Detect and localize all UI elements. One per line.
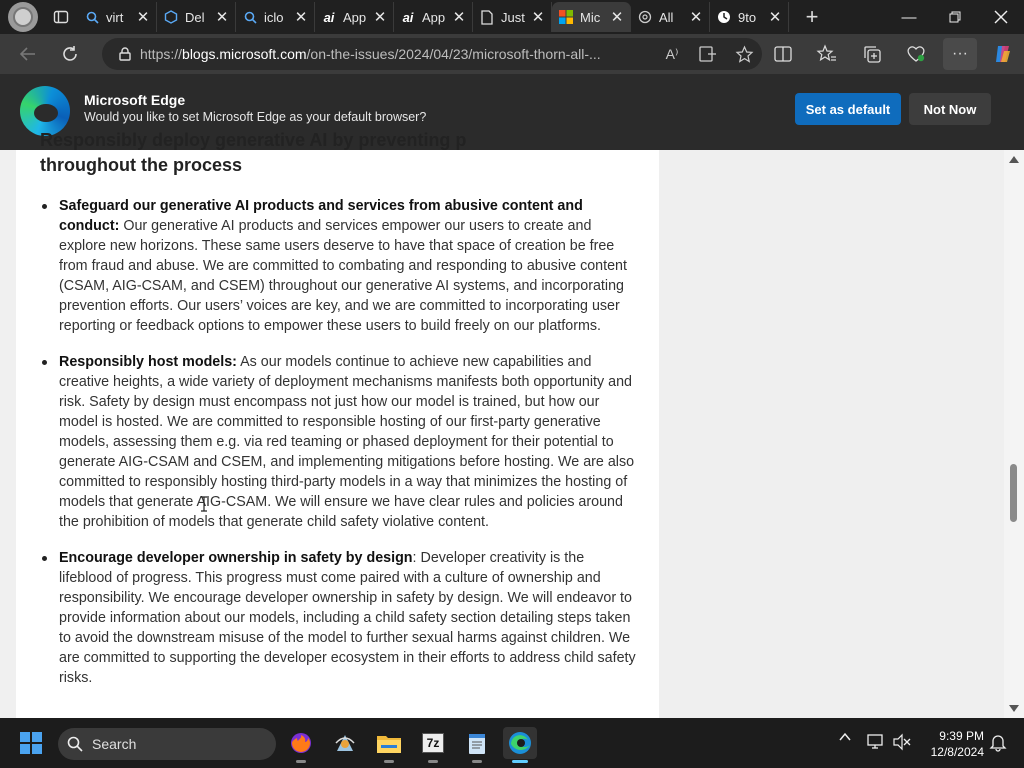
tab-label: App xyxy=(343,9,367,25)
text-cursor-icon xyxy=(200,496,208,512)
clock-date: 12/8/2024 xyxy=(930,745,984,759)
collections-button[interactable] xyxy=(855,38,889,70)
point-text: : Developer creativity is the lifeblood of progress. This progress must come paired with a culture of ownership and responsibility. We encourage developer ownership in safety by design. We will endeavor to provide information about our models, including a child safety section detailing steps taken to avoid the downstream misuse of the model to further sexual harms against children. We are committed to supporting the developer ecosystem in their efforts to address child safety risks. xyxy=(59,550,636,686)
point-text: As our models continue to achieve new capabilities and creative heights, a wide variety of deployment mechanisms manifests both opportunity and risk. Safety by design must encompass not just how our model is trained, but how our model is hosted. We are committed to responsible hosting of our first-party generative models, assessing them e.g. via red teaming or phased deployment for their potential to generate AIG-CSAM and CSEM, and implementing mitigations before hosting. We are also committed to responsibly hosting third-party models in a way that minimizes the hosting of models that generate AIG-CSAM. We will ensure we have clear rules and policies around the prohibition of models that generate child safety violative content. xyxy=(59,354,635,530)
tab-strip xyxy=(0,0,1024,34)
heading-line: throughout the process xyxy=(40,155,242,175)
section-heading xyxy=(40,128,640,178)
search-icon xyxy=(58,736,92,752)
list-item xyxy=(40,548,640,688)
lock-icon[interactable] xyxy=(110,47,140,61)
scroll-up-icon[interactable] xyxy=(1009,156,1019,163)
app-available-icon[interactable] xyxy=(690,46,726,62)
tab-label: iclo xyxy=(264,9,284,25)
more-icon: ··· xyxy=(952,45,968,62)
profile-avatar[interactable] xyxy=(8,2,38,32)
copilot-icon xyxy=(992,43,1014,65)
microsoft-logo-icon xyxy=(558,9,574,25)
refresh-button[interactable] xyxy=(52,38,88,70)
search-label: Search xyxy=(92,736,137,752)
close-tab-icon[interactable]: ✕ xyxy=(294,9,308,26)
url-domain: blogs.microsoft.com xyxy=(182,46,307,62)
collections-icon xyxy=(863,45,881,63)
close-tab-icon[interactable]: ✕ xyxy=(531,9,545,26)
close-tab-icon[interactable]: ✕ xyxy=(610,9,624,26)
taskbar-search[interactable] xyxy=(58,728,276,760)
notepad-taskbar-button[interactable] xyxy=(460,727,494,759)
scroll-down-icon[interactable] xyxy=(1009,705,1019,712)
edge-taskbar-button[interactable] xyxy=(503,727,537,759)
split-screen-icon xyxy=(774,46,792,62)
document-icon xyxy=(479,9,495,25)
read-aloud-icon[interactable] xyxy=(654,46,690,63)
network-icon[interactable] xyxy=(867,734,885,753)
notepad-icon xyxy=(467,731,487,755)
point-title: Safeguard our generative AI products and services from abusive content and conduct: xyxy=(59,198,583,234)
scroll-thumb[interactable] xyxy=(1010,464,1017,522)
start-button[interactable] xyxy=(20,732,42,754)
address-bar[interactable] xyxy=(102,38,762,70)
plus-icon: + xyxy=(805,4,819,29)
list-item xyxy=(40,352,640,532)
restore-button[interactable] xyxy=(932,0,978,34)
firefox-taskbar-button[interactable] xyxy=(284,727,318,759)
split-screen-button[interactable] xyxy=(766,38,800,70)
point-text: Our generative AI products and services empower our users to create and explore new horizons. These same users deserve to have that space of creation be free from fraud and abuse. We are committed to combating and responding to abusive content (CSAM, AIG-CSAM, and CSEM) throughout our generative AI systems, and incorporating prevention efforts. Our users’ voices are key, and we are committed to incorporating user reporting or feedback options to empower these users to build freely on our platforms. xyxy=(59,218,627,334)
close-tab-icon[interactable]: ✕ xyxy=(689,9,703,26)
tab-label: Mic xyxy=(580,9,601,25)
refresh-icon xyxy=(61,45,79,63)
commitments-list xyxy=(40,196,640,704)
tab-actions-button[interactable] xyxy=(44,2,78,32)
point-title: Encourage developer ownership in safety by design xyxy=(59,550,413,566)
url-prefix: https:// xyxy=(140,46,183,62)
system-clock[interactable] xyxy=(920,728,984,760)
banner-title: Microsoft Edge xyxy=(84,92,186,108)
url-text[interactable] xyxy=(140,46,654,62)
close-icon xyxy=(994,10,1008,24)
page-sidebar xyxy=(659,150,1004,718)
tab-label: 9to xyxy=(738,9,757,25)
favorites-icon xyxy=(817,45,837,63)
file-explorer-taskbar-button[interactable] xyxy=(372,727,406,759)
file-explorer-icon xyxy=(376,732,402,754)
clock-logo-icon xyxy=(716,9,732,25)
close-tab-icon[interactable]: ✕ xyxy=(768,9,782,26)
taskbar xyxy=(0,718,1024,768)
search-icon xyxy=(84,9,100,25)
tab-actions-icon xyxy=(53,9,69,25)
tray-overflow-button[interactable] xyxy=(838,730,852,747)
heading-partial-line: Responsibly deploy generative AI by preventing p xyxy=(40,130,467,150)
browser-tab[interactable] xyxy=(631,2,710,32)
tab-label: virt xyxy=(106,9,124,25)
ai-logo-icon: ai xyxy=(402,9,414,25)
list-item xyxy=(40,196,640,336)
ai-logo-icon: ai xyxy=(323,9,335,25)
clock-time: 9:39 PM xyxy=(939,729,984,743)
shield-icon xyxy=(163,9,179,25)
close-tab-icon[interactable]: ✕ xyxy=(452,9,466,26)
settings-more-button[interactable] xyxy=(943,38,977,70)
openai-logo-icon xyxy=(637,9,653,25)
tab-label: Del xyxy=(185,9,205,25)
bell-icon xyxy=(990,733,1006,751)
close-tab-icon[interactable]: ✕ xyxy=(373,9,387,26)
not-now-button[interactable]: Not Now xyxy=(909,93,991,125)
firefox-icon xyxy=(289,731,313,755)
browser-tab[interactable] xyxy=(157,2,236,32)
page-scrollbar[interactable] xyxy=(1004,150,1024,718)
banner-text: Would you like to set Microsoft Edge as your default browser? xyxy=(84,110,427,124)
browser-tab[interactable] xyxy=(78,2,157,32)
chevron-up-icon xyxy=(838,730,852,744)
tab-label: Just xyxy=(501,9,525,25)
close-window-button[interactable] xyxy=(978,0,1024,34)
set-as-default-button[interactable]: Set as default xyxy=(795,93,901,125)
tab-label: All xyxy=(659,9,674,25)
edge-icon xyxy=(507,730,533,756)
copilot-button[interactable] xyxy=(986,38,1020,70)
app-icon xyxy=(333,731,357,755)
read-aloud-glyph: A⁾ xyxy=(665,45,679,62)
tab-label: App xyxy=(422,9,446,25)
favorite-star-icon[interactable] xyxy=(726,46,762,63)
minimize-button[interactable] xyxy=(886,0,932,34)
browser-tab[interactable] xyxy=(710,2,789,32)
favorites-button[interactable] xyxy=(810,38,844,70)
page-gutter xyxy=(0,150,16,718)
7zip-taskbar-button[interactable] xyxy=(416,727,450,759)
browser-tab[interactable] xyxy=(473,2,552,32)
volume-muted-icon[interactable] xyxy=(893,734,911,753)
web-page xyxy=(0,130,1024,718)
browser-tab[interactable] xyxy=(315,2,394,32)
avatar-icon xyxy=(13,7,33,27)
arrow-left-icon xyxy=(19,45,37,63)
article-body xyxy=(16,130,659,718)
notifications-button[interactable] xyxy=(990,733,1006,754)
search-icon xyxy=(242,9,258,25)
7zip-label: 7z xyxy=(426,736,440,750)
browser-essentials-button[interactable] xyxy=(899,38,933,70)
point-title: Responsibly host models: xyxy=(59,354,237,370)
url-path: /on-the-issues/2024/04/23/microsoft-thorn-all-... xyxy=(306,46,601,62)
close-tab-icon[interactable]: ✕ xyxy=(215,9,229,26)
heart-pulse-icon xyxy=(906,45,926,63)
browser-tab[interactable] xyxy=(552,2,631,32)
back-button[interactable] xyxy=(10,38,46,70)
minimize-icon: — xyxy=(901,8,917,26)
close-tab-icon[interactable]: ✕ xyxy=(136,9,150,26)
browser-tab[interactable] xyxy=(394,2,473,32)
restore-icon xyxy=(949,11,961,23)
app-taskbar-button[interactable] xyxy=(328,727,362,759)
new-tab-button[interactable] xyxy=(797,2,827,32)
7zip-icon xyxy=(422,733,444,753)
browser-tab[interactable] xyxy=(236,2,315,32)
